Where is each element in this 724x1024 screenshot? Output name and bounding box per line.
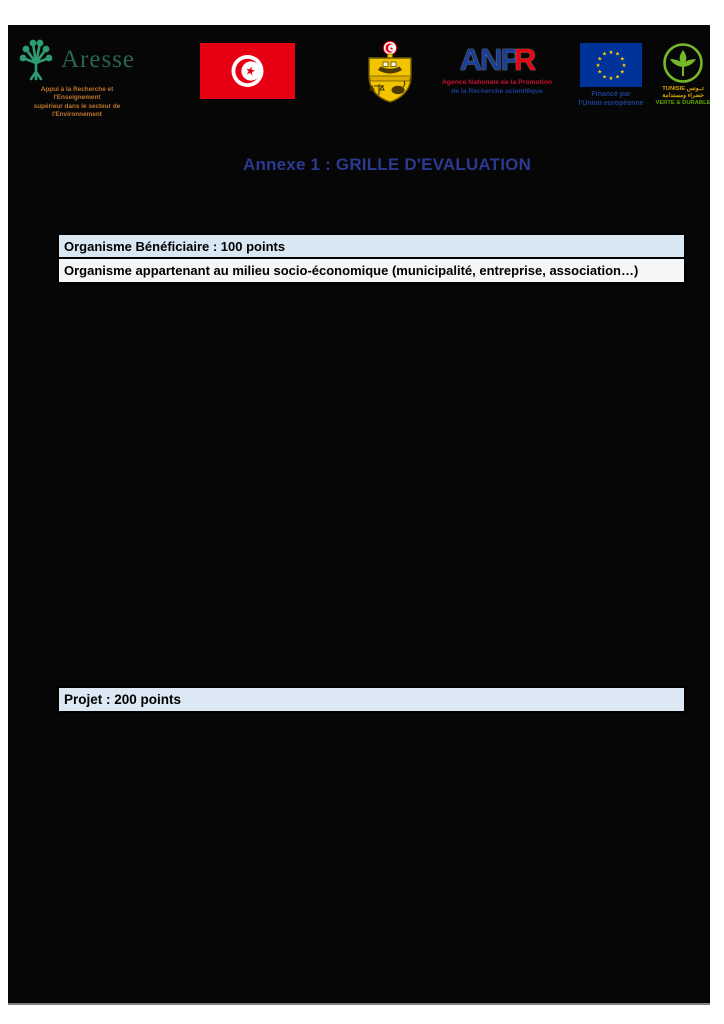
- svg-text:★: ★: [595, 63, 601, 69]
- page-background: [8, 25, 710, 1005]
- anpr-wordmark: [432, 44, 562, 75]
- aresse-tagline: [18, 86, 136, 119]
- svg-text:★: ★: [608, 76, 614, 82]
- svg-text:★: ★: [243, 63, 258, 79]
- tunisia-flag-icon: [200, 43, 295, 99]
- plant-circle-icon: [658, 42, 708, 85]
- tunisie-verte-durable-logo: [650, 42, 716, 108]
- svg-text:★: ★: [619, 69, 625, 76]
- aresse-logo-top: [18, 39, 140, 81]
- organisme-table-header: [57, 233, 686, 284]
- anpr-subtitle-line1: Agence Nationale de la Promotion: [441, 79, 553, 86]
- aresse-logo: [18, 39, 140, 119]
- aresse-tagline-line1: Appui à la Recherche et l'Enseignement: [40, 86, 114, 102]
- svg-text:★: ★: [601, 51, 608, 58]
- aresse-tagline-line2: supérieur dans le secteur de l'Environnement: [33, 102, 121, 118]
- anpr-logo: [432, 44, 562, 96]
- tvd-caption-line2: خضراء ومستدامة: [662, 93, 704, 100]
- aresse-tree-icon: [18, 39, 54, 81]
- tvd-caption-line1: TUNISIE تــونس: [662, 86, 704, 92]
- eu-caption-line1: Financé par: [591, 91, 631, 98]
- table-row-projet: Projet : 200 points: [57, 686, 686, 713]
- svg-text:★: ★: [597, 56, 603, 63]
- table-row-organisme-beneficiaire: Organisme Bénéficiaire : 100 points: [59, 235, 684, 257]
- eu-flag-icon: [580, 43, 642, 87]
- svg-text:★: ★: [614, 74, 621, 81]
- svg-text:★: ★: [601, 74, 608, 81]
- anpr-acronym-blue: ANP: [459, 42, 520, 77]
- page-title: Annexe 1 : GRILLE D'EVALUATION: [243, 155, 532, 174]
- tunisia-coat-of-arms-icon: [365, 40, 415, 104]
- anpr-acronym-red: R: [514, 42, 535, 77]
- svg-text:★: ★: [614, 51, 621, 58]
- anpr-subtitle-line2: de la Recherche scientifique: [451, 88, 543, 96]
- svg-text:★: ★: [619, 56, 625, 63]
- aresse-wordmark: Aresse: [61, 46, 136, 73]
- eu-caption-line2: l'Union européenne: [578, 100, 644, 108]
- svg-text:★: ★: [621, 63, 627, 69]
- svg-text:★: ★: [608, 50, 614, 56]
- tvd-caption-line3: VERTE & DURABLE: [655, 100, 711, 107]
- eu-funding-logo: [573, 43, 649, 108]
- svg-text:★: ★: [597, 69, 603, 76]
- table-row-organisme-type: Organisme appartenant au milieu socio-économique (municipalité, entreprise, association…): [59, 257, 684, 282]
- svg-text:★: ★: [389, 47, 394, 52]
